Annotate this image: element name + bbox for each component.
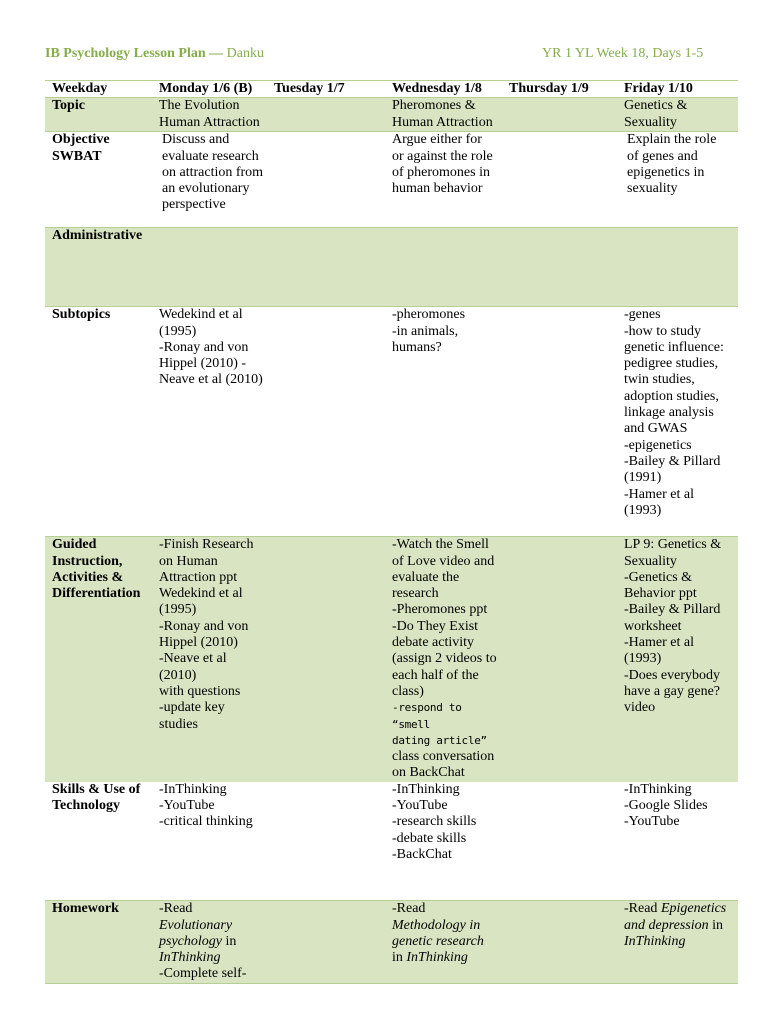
cell-line: twin studies, [624, 372, 695, 388]
skills-monday [154, 782, 271, 901]
cell-line: Wedekind et al [159, 586, 243, 602]
cell-line: -Ronay and von [159, 618, 249, 634]
row-label-homework: Homework [45, 901, 154, 983]
table-row-guided-instruction [45, 537, 738, 782]
teacher-name: Danku [226, 46, 264, 61]
cell-line: -how to study [624, 323, 701, 339]
cell-line: Differentiation [52, 586, 141, 602]
reading-title: and depression [624, 917, 709, 933]
row-label-subtopics: Subtopics [52, 307, 111, 323]
guided-monday [154, 537, 271, 782]
col-header-wednesday: Wednesday 1/8 [392, 81, 482, 96]
homework-thursday [504, 901, 621, 983]
cell-line: Human Attraction [392, 114, 493, 130]
cell-line: Human Attraction [159, 114, 260, 130]
homework-monday [154, 901, 271, 983]
row-label-administrative: Administrative [45, 228, 154, 307]
cell-line: studies [159, 716, 198, 732]
cell-line [624, 901, 738, 917]
reading-title: Evolutionary [159, 917, 233, 933]
cell-line: -in animals, [392, 323, 459, 339]
cell-line: -Google Slides [624, 798, 708, 814]
cell-line [392, 950, 504, 966]
cell-line: -Bailey & Pillard [624, 453, 721, 469]
objective-monday [154, 132, 271, 228]
cell-line: Skills & Use of [52, 781, 141, 797]
cell-line: (assign 2 videos to [392, 651, 497, 667]
table-row-homework [45, 901, 738, 983]
cell-line: LP 9: Genetics & [624, 537, 722, 553]
cell-line [159, 934, 271, 950]
cell-line: -update key [159, 700, 225, 716]
cell-line: debate activity [392, 635, 475, 651]
subtopics-wednesday [388, 307, 504, 537]
table-row-skills-technology [45, 782, 738, 901]
homework-friday [621, 901, 738, 983]
cell-line: pedigree studies, [624, 356, 719, 372]
administrative-tuesday [271, 228, 388, 307]
cell-line: an evolutionary [162, 181, 250, 197]
cell-line [159, 950, 271, 966]
cell-line: -genes [624, 307, 661, 323]
col-header-friday: Friday 1/10 [624, 81, 693, 96]
cell-line: -YouTube [392, 798, 448, 814]
cell-line: -Do They Exist [392, 618, 479, 634]
cell-line: Guided [52, 537, 97, 553]
cell-line: Neave et al (2010) [159, 372, 263, 388]
cell-line: on Human [159, 553, 218, 569]
cell-line: Sexuality [624, 553, 677, 569]
row-label-objective [45, 132, 154, 228]
cell-line: -Hamer et al [624, 486, 694, 502]
lesson-plan-title: IB Psychology Lesson Plan — [45, 46, 224, 61]
cell-line: of genes and [627, 148, 698, 164]
col-header-monday: Monday 1/6 (B) [159, 81, 253, 96]
homework-tuesday [271, 901, 388, 983]
row-label-skills-technology [45, 782, 154, 901]
cell-line [624, 934, 738, 950]
cell-line: -InThinking [392, 781, 460, 797]
guided-friday [621, 537, 738, 782]
cell-line: Behavior ppt [624, 586, 697, 602]
table-header-row [45, 81, 738, 98]
cell-line: (1993) [624, 502, 662, 518]
platform-name: InThinking [406, 950, 468, 966]
lesson-plan-table [45, 80, 738, 984]
cell-line: Instruction, [52, 553, 123, 569]
cell-line: -YouTube [159, 798, 215, 814]
cell-line: -Pheromones ppt [392, 602, 488, 618]
objective-wednesday [388, 132, 504, 228]
cell-line: genetic influence: [624, 339, 724, 355]
col-header-tuesday: Tuesday 1/7 [274, 81, 345, 96]
skills-tuesday [271, 782, 388, 901]
cell-line: -Ronay and von [159, 339, 249, 355]
cell-line: human behavior [392, 181, 483, 197]
cell-line: Wedekind et al [159, 307, 243, 323]
cell-line: video [624, 700, 656, 716]
cell-text: in [708, 917, 724, 933]
cell-line: (1995) [159, 323, 197, 339]
cell-line: evaluate research [162, 148, 259, 164]
cell-line: epigenetics in [627, 164, 705, 180]
topic-wednesday [388, 98, 504, 132]
table-row-administrative [45, 228, 738, 307]
table-row-topic [45, 98, 738, 132]
cell-line: (1991) [624, 470, 662, 486]
cell-line: -Complete self- [159, 966, 247, 982]
objective-friday [621, 132, 738, 228]
cell-line: Explain the role [627, 132, 717, 148]
homework-wednesday [388, 901, 504, 983]
subtopics-monday [154, 307, 271, 537]
cell-line: -Bailey & Pillard [624, 602, 721, 618]
table-row-objective [45, 132, 738, 228]
cell-line: (2010) [159, 667, 197, 683]
guided-thursday [504, 537, 621, 782]
cell-line: of pheromones in [392, 164, 490, 180]
reading-title: Epigenetics [660, 901, 727, 917]
cell-line: humans? [392, 339, 442, 355]
cell-line: SWBAT [52, 148, 102, 164]
skills-thursday [504, 782, 621, 901]
subtopics-tuesday [271, 307, 388, 537]
platform-name: InThinking [624, 933, 686, 949]
cell-line: -research skills [392, 814, 477, 830]
cell-line: -Genetics & [624, 569, 693, 585]
cell-line: -Hamer et al [624, 635, 694, 651]
cell-line: of Love video and [392, 553, 495, 569]
cell-line: and GWAS [624, 421, 688, 437]
cell-line: -respond to “smell [392, 701, 462, 731]
topic-tuesday [271, 98, 388, 132]
cell-line: -InThinking [159, 781, 227, 797]
cell-line: linkage analysis [624, 405, 714, 421]
cell-line: evaluate the [392, 569, 460, 585]
cell-line: or against the role [392, 148, 493, 164]
cell-line: -pheromones [392, 307, 466, 323]
cell-line: perspective [162, 197, 226, 213]
cell-line [392, 934, 504, 950]
row-label-guided-instruction [45, 537, 154, 782]
cell-line: Activities & [52, 569, 124, 585]
cell-line: sexuality [627, 181, 678, 197]
cell-line: on BackChat [392, 765, 465, 781]
cell-line: Attraction ppt [159, 569, 238, 585]
cell-line: have a gay gene? [624, 683, 720, 699]
objective-tuesday [271, 132, 388, 228]
cell-line: Sexuality [624, 114, 677, 130]
cell-line: class) [392, 683, 424, 699]
col-header-weekday: Weekday [52, 81, 108, 96]
cell-line: on attraction from [162, 164, 264, 180]
cell-line [392, 918, 504, 934]
cell-line: -Read [392, 901, 426, 917]
cell-line: -Watch the Smell [392, 537, 489, 553]
week-label: YR 1 YL Week 18, Days 1-5 [542, 46, 704, 61]
col-header-thursday: Thursday 1/9 [509, 81, 589, 96]
document-header-title [45, 46, 264, 62]
administrative-friday [621, 228, 738, 307]
subtopics-friday [621, 307, 738, 537]
subtopics-thursday [504, 307, 621, 537]
cell-line: -BackChat [392, 846, 452, 862]
topic-friday [621, 98, 738, 132]
cell-line: -YouTube [624, 814, 680, 830]
cell-text: -Read [624, 901, 661, 917]
cell-line: -Neave et al [159, 651, 227, 667]
cell-line: -Read [159, 901, 193, 917]
cell-text: in [221, 933, 237, 949]
cell-line [624, 918, 738, 934]
guided-tuesday [271, 537, 388, 782]
administrative-thursday [504, 228, 621, 307]
cell-line: research [392, 586, 439, 602]
row-label-topic: Topic [45, 98, 154, 132]
cell-line: Genetics & [624, 98, 688, 114]
cell-line: each half of the [392, 667, 479, 683]
cell-line: Technology [52, 798, 120, 814]
cell-line: Pheromones & [392, 98, 476, 114]
cell-line: -critical thinking [159, 814, 253, 830]
cell-line: (1993) [624, 651, 662, 667]
cell-line: Objective [52, 132, 110, 148]
administrative-wednesday [388, 228, 504, 307]
reading-title: genetic research [392, 933, 484, 949]
reading-title: Methodology in [392, 917, 481, 933]
administrative-monday [154, 228, 271, 307]
cell-line: -InThinking [624, 781, 692, 797]
reading-title: psychology [159, 933, 222, 949]
cell-line: Argue either for [392, 132, 482, 148]
guided-wednesday [388, 537, 504, 782]
cell-text: in [392, 950, 407, 966]
topic-thursday [504, 98, 621, 132]
cell-line: class conversation [392, 749, 495, 765]
skills-wednesday [388, 782, 504, 901]
cell-line: -debate skills [392, 830, 467, 846]
cell-line: -epigenetics [624, 437, 692, 453]
topic-monday [154, 98, 271, 132]
cell-line: (1995) [159, 602, 197, 618]
objective-thursday [504, 132, 621, 228]
cell-line: Hippel (2010) - [159, 356, 247, 372]
cell-line: Hippel (2010) [159, 635, 238, 651]
cell-line: dating article” [392, 733, 487, 747]
cell-line [159, 918, 271, 934]
table-row-subtopics [45, 307, 738, 537]
cell-line: -Does everybody [624, 667, 721, 683]
cell-line: -Finish Research [159, 537, 254, 553]
cell-line: Discuss and [162, 132, 230, 148]
cell-line: The Evolution [159, 98, 240, 114]
skills-friday [621, 782, 738, 901]
cell-line: with questions [159, 683, 241, 699]
platform-name: InThinking [159, 950, 221, 966]
cell-line: adoption studies, [624, 388, 719, 404]
cell-line: worksheet [624, 618, 682, 634]
